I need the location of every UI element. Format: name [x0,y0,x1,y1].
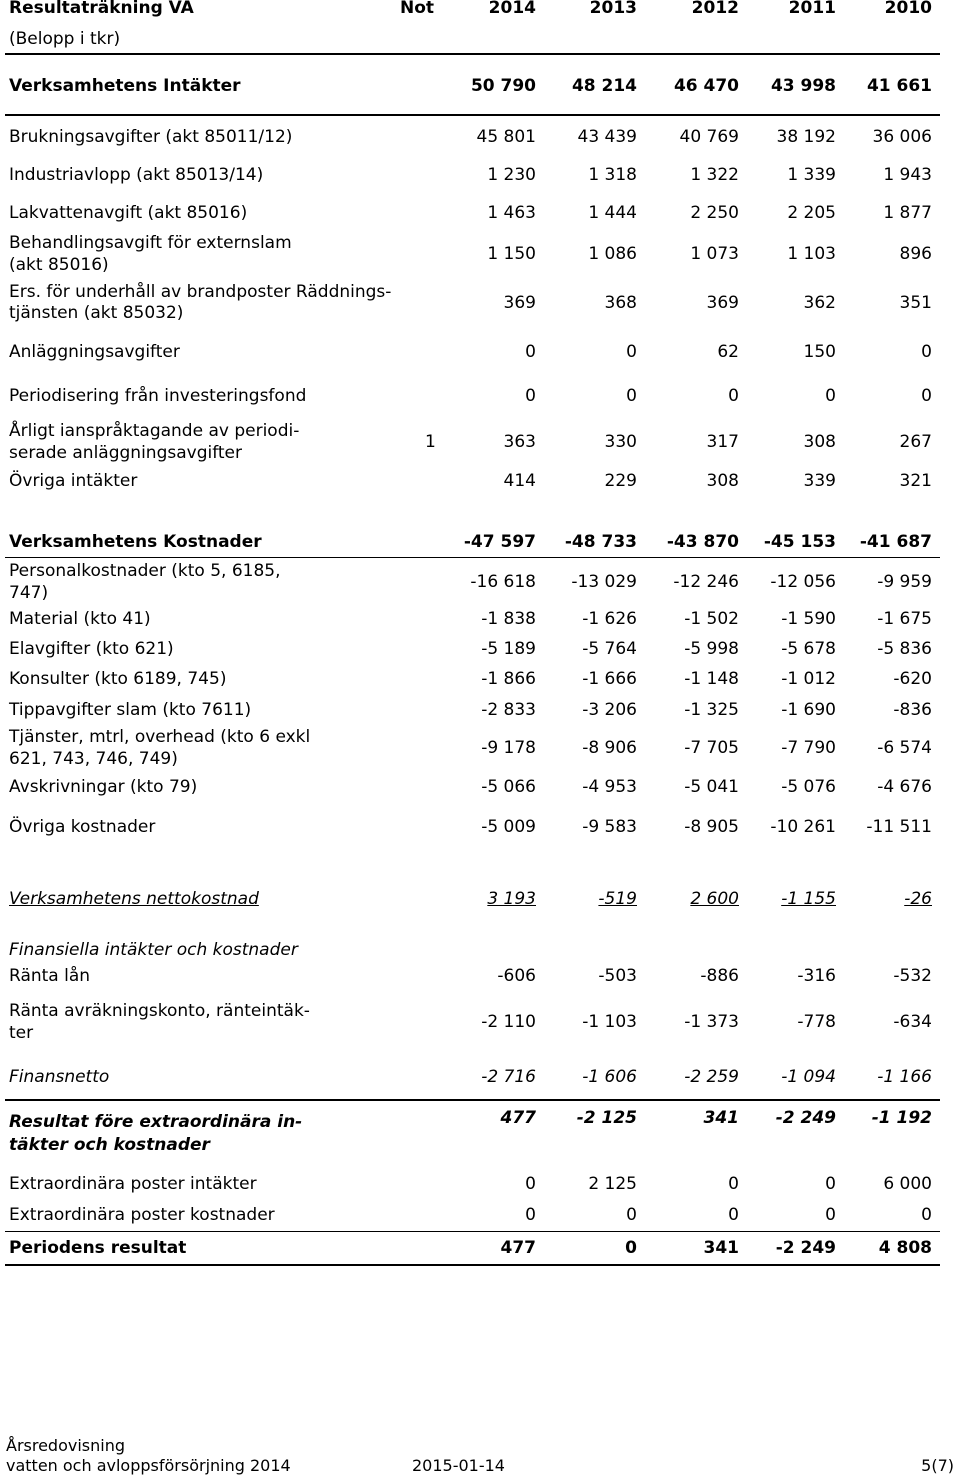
row-value: -1 012 [781,669,836,689]
row-value: 50 790 [470,76,536,96]
row-value: 477 [500,1238,536,1258]
row-value: -6 574 [877,738,932,758]
row-value: -620 [893,669,932,689]
row-value: -16 618 [470,572,536,592]
row-value: -1 590 [781,609,836,629]
note-column-header: Not [400,0,435,18]
row-value: -5 076 [781,777,836,797]
row-value: -1 103 [582,1012,637,1032]
row-value: 62 [717,342,739,362]
note-reference: 1 [425,432,436,452]
row-value: 896 [899,244,932,264]
row-value: -1 192 [871,1108,932,1128]
row-value: -3 206 [582,700,637,720]
row-value: 368 [604,293,637,313]
row-value: 0 [728,386,739,406]
row-value: 1 463 [487,203,536,223]
row-value: 41 661 [866,76,932,96]
row-label-continued: (akt 85016) [9,255,109,275]
row-value: 0 [728,1174,739,1194]
row-value: -11 511 [866,817,932,837]
row-value: -45 153 [763,532,836,552]
row-value: 1 339 [787,165,836,185]
row-value: 0 [625,1238,637,1258]
row-value: 150 [803,342,836,362]
row-value: 341 [703,1108,739,1128]
row-value: 363 [503,432,536,452]
row-value: 0 [525,386,536,406]
row-value: -1 155 [781,889,836,909]
row-value: 341 [703,1238,739,1258]
row-label: Material (kto 41) [9,609,151,629]
row-value: -8 906 [582,738,637,758]
row-value: 0 [626,342,637,362]
section-rule [5,114,940,116]
row-value: 308 [803,432,836,452]
row-value: 45 801 [476,127,536,147]
section-heading: Finansiella intäkter och kostnader [9,940,298,960]
row-value: 414 [503,471,536,491]
row-value: 308 [706,471,739,491]
row-value: -9 178 [481,738,536,758]
row-value: 1 943 [883,165,932,185]
row-label: Ränta avräkningskonto, ränteintäk- [9,1001,310,1021]
row-value: -12 056 [770,572,836,592]
footer-doc-subtitle: vatten och avloppsförsörjning 2014 [6,1456,291,1475]
row-value: -5 189 [481,639,536,659]
row-label: Periodens resultat [9,1238,187,1258]
row-value: -41 687 [859,532,932,552]
row-label: Anläggningsavgifter [9,342,180,362]
row-label-continued: täkter och kostnader [9,1135,210,1155]
row-value: 48 214 [571,76,637,96]
row-value: 36 006 [872,127,932,147]
row-value: -2 716 [481,1067,536,1087]
section-rule [5,1231,940,1232]
row-value: 1 318 [588,165,637,185]
row-value: 369 [706,293,739,313]
row-value: 0 [525,1174,536,1194]
year-header: 2010 [884,0,932,18]
row-value: -5 678 [781,639,836,659]
row-label: Elavgifter (kto 621) [9,639,174,659]
row-value: -4 676 [877,777,932,797]
row-value: 46 470 [673,76,739,96]
row-value: -2 249 [775,1108,836,1128]
row-value: -1 502 [684,609,739,629]
row-value: 4 808 [878,1238,932,1258]
row-value: -1 373 [684,1012,739,1032]
row-value: -1 094 [781,1067,836,1087]
row-value: -1 675 [877,609,932,629]
row-label: Verksamhetens nettokostnad [9,889,259,909]
row-value: -1 838 [481,609,536,629]
row-value: -1 690 [781,700,836,720]
row-label-continued: tjänsten (akt 85032) [9,303,184,323]
row-label: Resultat före extraordinära in- [9,1112,303,1132]
year-header: 2014 [488,0,536,18]
row-value: 1 086 [588,244,637,264]
year-header: 2011 [788,0,836,18]
row-value: -43 870 [666,532,739,552]
row-label: Övriga kostnader [9,817,156,837]
row-value: -836 [893,700,932,720]
row-value: -48 733 [564,532,637,552]
total-rule [5,1264,940,1266]
row-value: -1 866 [481,669,536,689]
row-value: -2 259 [684,1067,739,1087]
row-value: -5 041 [684,777,739,797]
row-value: -634 [893,1012,932,1032]
row-value: -2 110 [481,1012,536,1032]
row-label: Tjänster, mtrl, overhead (kto 6 exkl [9,727,311,747]
row-label: Verksamhetens Intäkter [9,76,241,96]
row-value: -7 790 [781,738,836,758]
row-label: Personalkostnader (kto 5, 6185, [9,561,281,581]
row-value: -5 764 [582,639,637,659]
page-title: Resultaträkning VA [9,0,194,18]
row-value: -2 833 [481,700,536,720]
row-value: -5 998 [684,639,739,659]
row-value: 351 [899,293,932,313]
row-value: -1 166 [877,1067,932,1087]
row-value: 0 [825,1205,836,1225]
row-value: -9 959 [877,572,932,592]
row-value: 6 000 [883,1174,932,1194]
row-label: Konsulter (kto 6189, 745) [9,669,227,689]
year-header: 2013 [589,0,637,18]
row-value: -532 [893,966,932,986]
section-rule [5,1099,940,1101]
row-value: 321 [899,471,932,491]
row-label: Lakvattenavgift (akt 85016) [9,203,248,223]
row-value: -13 029 [571,572,637,592]
row-value: 40 769 [679,127,739,147]
row-value: 1 322 [690,165,739,185]
row-value: -503 [598,966,637,986]
page-subtitle: (Belopp i tkr) [9,29,121,49]
row-label: Periodisering från investeringsfond [9,386,307,406]
row-value: -4 953 [582,777,637,797]
row-value: 362 [803,293,836,313]
row-value: 0 [525,1205,536,1225]
header-rule [5,53,940,55]
row-value: 0 [825,386,836,406]
row-value: 43 998 [770,76,836,96]
row-value: -9 583 [582,817,637,837]
row-value: 0 [921,342,932,362]
row-value: 267 [899,432,932,452]
row-label: Industriavlopp (akt 85013/14) [9,165,264,185]
footer-date: 2015-01-14 [412,1456,505,1475]
row-value: 0 [921,386,932,406]
row-label: Finansnetto [9,1067,110,1087]
row-label-continued: 621, 743, 746, 749) [9,749,178,769]
row-value: -2 125 [576,1108,637,1128]
row-value: -316 [797,966,836,986]
row-value: -8 905 [684,817,739,837]
row-label: Verksamhetens Kostnader [9,532,262,552]
row-value: 43 439 [577,127,637,147]
row-label: Tippavgifter slam (kto 7611) [9,700,252,720]
footer-page-number: 5(7) [921,1456,954,1475]
row-value: 1 230 [487,165,536,185]
row-value: 0 [728,1205,739,1225]
row-label: Behandlingsavgift för externslam [9,233,292,253]
row-label: Extraordinära poster intäkter [9,1174,257,1194]
section-rule [5,557,940,558]
row-value: -1 606 [582,1067,637,1087]
row-value: -1 626 [582,609,637,629]
row-value: 0 [525,342,536,362]
row-value: -2 249 [775,1238,836,1258]
row-value: 1 150 [487,244,536,264]
row-label: Avskrivningar (kto 79) [9,777,198,797]
row-value: 0 [626,1205,637,1225]
row-value: 2 205 [787,203,836,223]
row-value: 369 [503,293,536,313]
row-value: 38 192 [776,127,836,147]
row-label: Ers. för underhåll av brandposter Räddnings- [9,282,392,302]
row-value: -5 009 [481,817,536,837]
row-value: 1 877 [883,203,932,223]
row-value: -1 666 [582,669,637,689]
row-value: -5 836 [877,639,932,659]
row-label: Årligt ianspråktagande av periodi- [9,421,300,441]
row-value: 0 [825,1174,836,1194]
row-label: Övriga intäkter [9,471,138,491]
row-value: -1 148 [684,669,739,689]
row-label-continued: ter [9,1023,34,1043]
row-value: 2 600 [690,889,739,909]
row-value: 317 [706,432,739,452]
footer-doc-title: Årsredovisning [6,1436,126,1455]
row-value: -26 [904,889,932,909]
row-value: 339 [803,471,836,491]
row-value: -1 325 [684,700,739,720]
row-value: 0 [626,386,637,406]
row-label-continued: serade anläggningsavgifter [9,443,243,463]
row-label-continued: 747) [9,583,49,603]
row-value: 0 [921,1205,932,1225]
row-label: Brukningsavgifter (akt 85011/12) [9,127,293,147]
row-value: 1 444 [588,203,637,223]
row-value: -12 246 [673,572,739,592]
row-value: 229 [604,471,637,491]
row-value: 2 250 [690,203,739,223]
row-label: Ränta lån [9,966,91,986]
row-value: 477 [500,1108,536,1128]
row-value: -7 705 [684,738,739,758]
row-value: -606 [497,966,536,986]
row-value: -519 [598,889,637,909]
row-value: 3 193 [487,889,536,909]
year-header: 2012 [691,0,739,18]
row-value: 330 [604,432,637,452]
row-label: Extraordinära poster kostnader [9,1205,275,1225]
row-value: 1 103 [787,244,836,264]
row-value: 1 073 [690,244,739,264]
row-value: -886 [700,966,739,986]
row-value: -47 597 [463,532,536,552]
row-value: -778 [797,1012,836,1032]
row-value: -10 261 [770,817,836,837]
row-value: 2 125 [588,1174,637,1194]
row-value: -5 066 [481,777,536,797]
